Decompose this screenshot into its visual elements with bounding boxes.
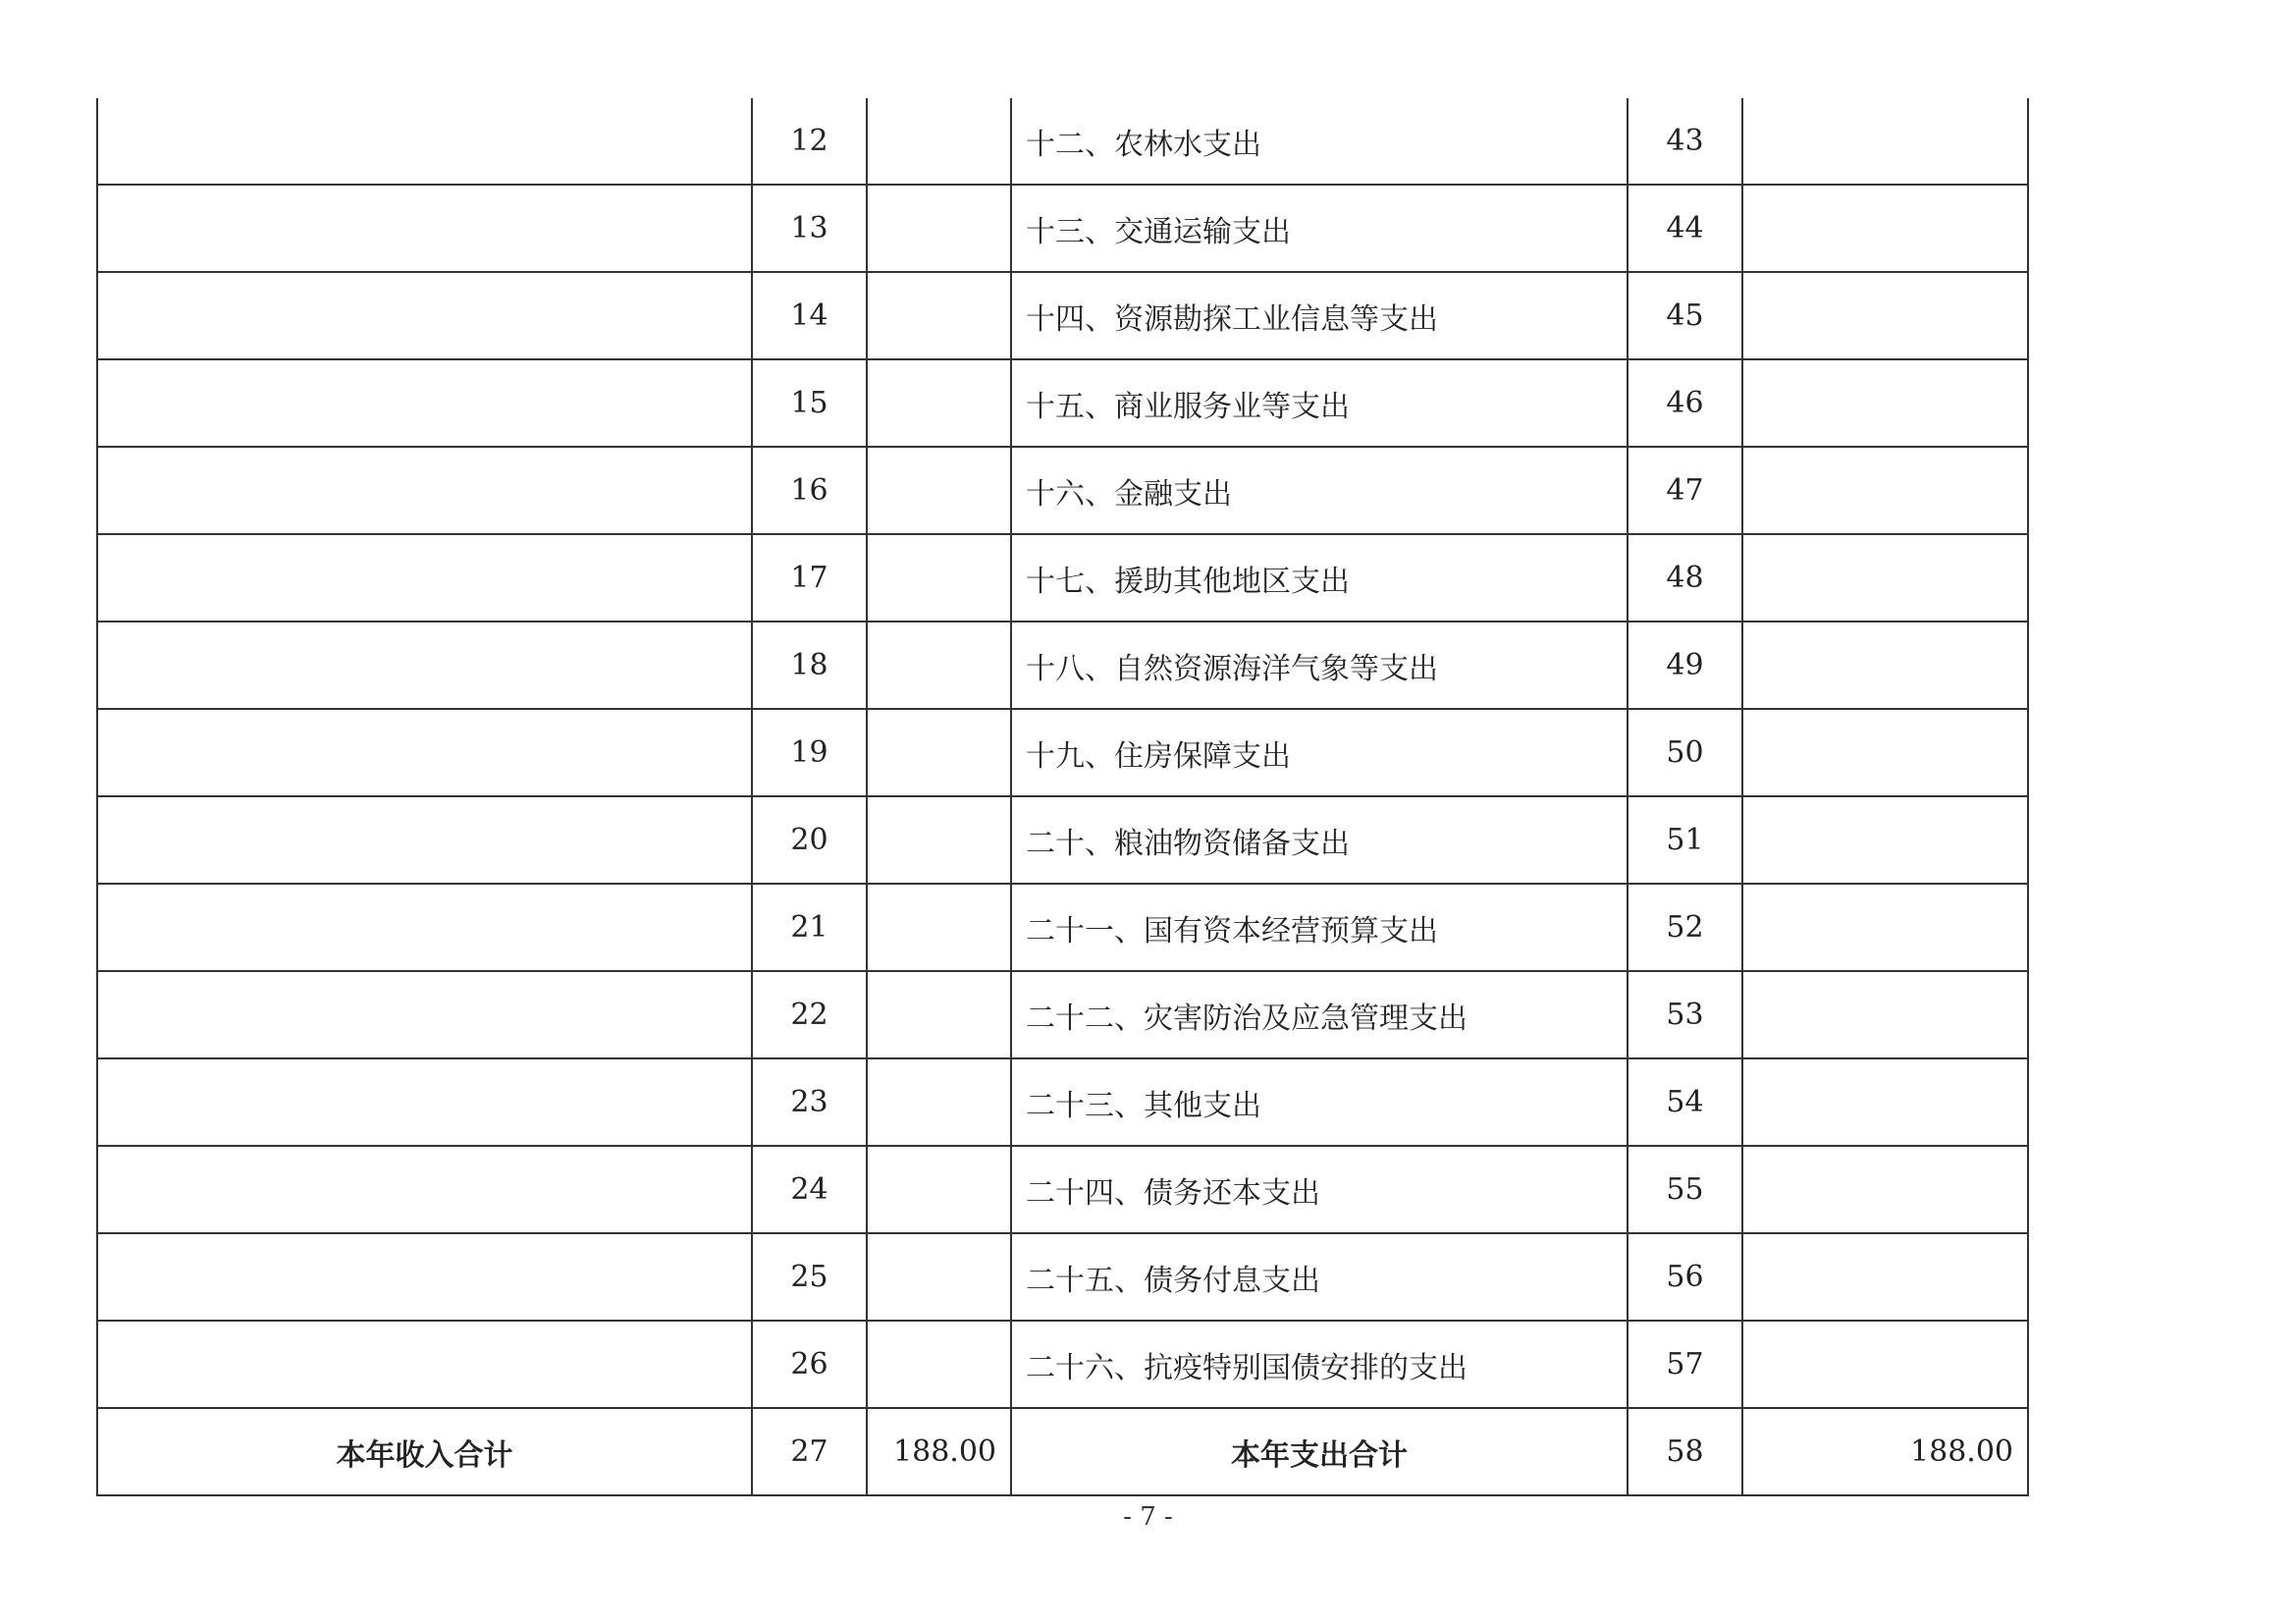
expense-line-number: 46 [1628,359,1742,447]
income-line-number: 25 [752,1233,867,1321]
expense-line-number: 43 [1628,98,1742,185]
income-amount-cell [867,1058,1011,1146]
income-amount-cell [867,884,1011,971]
expense-amount-cell [1742,1321,2028,1408]
income-amount-cell [867,622,1011,709]
expense-line-number: 57 [1628,1321,1742,1408]
expense-line-number: 44 [1628,185,1742,272]
income-item-cell [97,98,752,185]
income-total-amount: 188.00 [867,1408,1011,1495]
income-line-number: 22 [752,971,867,1058]
income-amount-cell [867,534,1011,622]
income-item-cell [97,884,752,971]
total-row [97,1408,2028,1495]
expense-amount-cell [1742,98,2028,185]
income-line-number: 26 [752,1321,867,1408]
table-row [97,534,2028,622]
income-total-label: 本年收入合计 [97,1408,752,1495]
expense-line-number: 56 [1628,1233,1742,1321]
income-amount-cell [867,971,1011,1058]
income-line-number: 23 [752,1058,867,1146]
income-item-cell [97,1321,752,1408]
expense-line-number: 54 [1628,1058,1742,1146]
table-row [97,447,2028,534]
expense-line-number: 47 [1628,447,1742,534]
expense-amount-cell [1742,272,2028,359]
expense-item-cell: 十九、住房保障支出 [1011,709,1628,796]
expense-amount-cell [1742,359,2028,447]
expense-item-cell: 十三、交通运输支出 [1011,185,1628,272]
expense-item-cell: 二十六、抗疫特别国债安排的支出 [1011,1321,1628,1408]
income-amount-cell [867,447,1011,534]
table-row [97,359,2028,447]
expense-amount-cell [1742,534,2028,622]
expense-amount-cell [1742,796,2028,884]
expense-total-label: 本年支出合计 [1011,1408,1628,1495]
expense-item-cell: 二十四、债务还本支出 [1011,1146,1628,1233]
table-row [97,796,2028,884]
table-row [97,272,2028,359]
income-item-cell [97,272,752,359]
expense-amount-cell [1742,622,2028,709]
income-item-cell [97,1146,752,1233]
income-line-number: 16 [752,447,867,534]
expense-line-number: 45 [1628,272,1742,359]
expense-item-cell: 二十五、债务付息支出 [1011,1233,1628,1321]
income-amount-cell [867,1233,1011,1321]
expense-item-cell: 二十一、国有资本经营预算支出 [1011,884,1628,971]
expense-total-amount: 188.00 [1742,1408,2028,1495]
income-line-number: 24 [752,1146,867,1233]
income-item-cell [97,1058,752,1146]
table-body [97,98,2028,1495]
income-line-number: 19 [752,709,867,796]
table-row [97,622,2028,709]
expense-item-cell: 二十、粮油物资储备支出 [1011,796,1628,884]
table-row [97,709,2028,796]
income-item-cell [97,709,752,796]
expense-amount-cell [1742,884,2028,971]
expense-line-number: 55 [1628,1146,1742,1233]
income-item-cell [97,447,752,534]
expense-item-cell: 二十三、其他支出 [1011,1058,1628,1146]
table-row [97,1233,2028,1321]
expense-item-cell: 十二、农林水支出 [1011,98,1628,185]
expense-total-line-number: 58 [1628,1408,1742,1495]
income-total-line-number: 27 [752,1408,867,1495]
income-item-cell [97,359,752,447]
expense-line-number: 49 [1628,622,1742,709]
income-line-number: 14 [752,272,867,359]
income-amount-cell [867,796,1011,884]
income-item-cell [97,185,752,272]
income-line-number: 12 [752,98,867,185]
income-amount-cell [867,185,1011,272]
expense-line-number: 50 [1628,709,1742,796]
income-item-cell [97,534,752,622]
table-row [97,185,2028,272]
income-amount-cell [867,1146,1011,1233]
expense-item-cell: 十四、资源勘探工业信息等支出 [1011,272,1628,359]
income-item-cell [97,1233,752,1321]
income-item-cell [97,971,752,1058]
income-amount-cell [867,272,1011,359]
table-row [97,98,2028,185]
table-row [97,884,2028,971]
income-item-cell [97,622,752,709]
income-line-number: 21 [752,884,867,971]
expense-line-number: 53 [1628,971,1742,1058]
income-amount-cell [867,1321,1011,1408]
expense-item-cell: 十八、自然资源海洋气象等支出 [1011,622,1628,709]
expense-amount-cell [1742,971,2028,1058]
table-row [97,1146,2028,1233]
expense-item-cell: 十六、金融支出 [1011,447,1628,534]
expense-amount-cell [1742,185,2028,272]
table-row [97,971,2028,1058]
expense-item-cell: 十七、援助其他地区支出 [1011,534,1628,622]
expense-line-number: 51 [1628,796,1742,884]
income-amount-cell [867,98,1011,185]
table-row [97,1058,2028,1146]
income-line-number: 15 [752,359,867,447]
income-line-number: 20 [752,796,867,884]
expense-amount-cell [1742,1146,2028,1233]
income-amount-cell [867,709,1011,796]
page-number: - 7 - [1123,1502,1173,1532]
budget-table [96,98,2029,1496]
income-line-number: 13 [752,185,867,272]
table-row [97,1321,2028,1408]
income-item-cell [97,796,752,884]
expense-item-cell: 二十二、灾害防治及应急管理支出 [1011,971,1628,1058]
expense-line-number: 48 [1628,534,1742,622]
income-amount-cell [867,359,1011,447]
expense-amount-cell [1742,1058,2028,1146]
expense-amount-cell [1742,1233,2028,1321]
expense-item-cell: 十五、商业服务业等支出 [1011,359,1628,447]
expense-line-number: 52 [1628,884,1742,971]
expense-amount-cell [1742,709,2028,796]
income-line-number: 18 [752,622,867,709]
income-line-number: 17 [752,534,867,622]
expense-amount-cell [1742,447,2028,534]
